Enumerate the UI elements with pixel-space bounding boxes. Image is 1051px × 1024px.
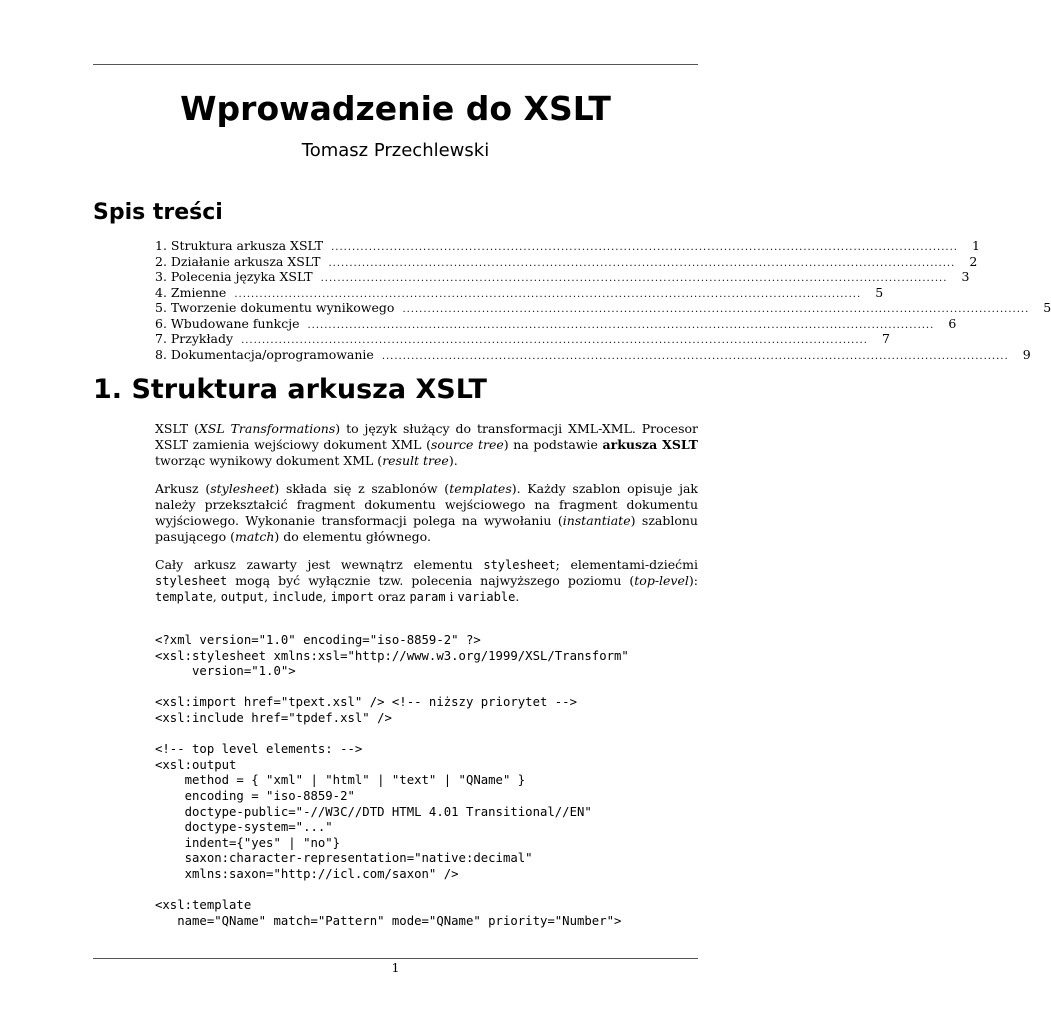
toc-item-page: 7 (881, 331, 890, 346)
toc-leader: ...................................................................................................................................................... (402, 304, 1030, 315)
toc-item-page: 2 (969, 253, 978, 269)
toc-item-label: 8. Dokumentacja/oprogramowanie (155, 346, 374, 362)
toc-leader: ...................................................................................................................................................... (241, 335, 868, 346)
toc-item-label: 7. Przykłady (155, 331, 234, 346)
toc-item-page: 6 (948, 315, 957, 331)
page-number: 1 (391, 960, 400, 975)
toc-leader: ...................................................................................................................................................... (320, 273, 948, 284)
toc-leader: ...................................................................................................................................................... (381, 350, 1009, 362)
paragraph: Arkusz (stylesheet) składa się z szablonów (templates). Każdy szablon opisuje jak należy przekształcić fragment dokumentu wejściowego na fragment dokumentu wyjściowego. Wykonanie transformacji polega na wywołaniu (instantiate) szablonu pasującego (match) do elementu głównego. (155, 481, 698, 544)
section-heading: 1. Struktura arkusza XSLT (93, 374, 487, 405)
toc-item[interactable] (155, 331, 890, 347)
paragraph: Cały arkusz zawarty jest wewnątrz elementu stylesheet; elementami-dziećmi stylesheet mogą być wyłącznie tzw. polecenia najwyższego poziomu (top-level): template, output, include, import oraz param i variable. (155, 557, 698, 604)
code-listing: <?xml version="1.0" encoding="iso-8859-2" ?> <xsl:stylesheet xmlns:xsl="http://www.w3.org/1999/XSL/Transform" version="1.0"> <xsl:import href="tpext.xsl" /> <!-- niższy priorytet --> <xsl:include href="tpdef.xsl" /> <!-- top level elements: --> <xsl:output method = { "xml" | "html" | "text" | "QName" } encoding = "iso-8859-2" doctype-public="-//W3C//DTD HTML 4.01 Transitional//EN" doctype-system="..." indent={"yes" | "no"} saxon:character-representation="native:decimal" xmlns:saxon="http://icl.com/saxon" /> <xsl:template name="QName" match="Pattern" mode="QName" priority="Number"> (155, 633, 629, 928)
toc-item-label: 4. Zmienne (155, 284, 227, 300)
toc-item-label: 5. Tworzenie dokumentu wynikowego (155, 300, 395, 315)
toc-item-label: 3. Polecenia języka XSLT (155, 269, 313, 284)
toc-item-page: 5 (875, 284, 884, 300)
paragraph: XSLT (XSL Transformations) to język służący do transformacji XML-XML. Procesor XSLT zamienia wejściowy dokument XML (source tree) na podstawie arkusza XSLT tworząc wynikowy dokument XML (result tree). (155, 421, 698, 468)
toc-item-label: 6. Wbudowane funkcje (155, 315, 300, 331)
document-author: Tomasz Przechlewski (301, 140, 490, 161)
document-title: Wprowadzenie do XSLT (180, 89, 611, 128)
toc-item-page: 9 (1022, 346, 1031, 362)
toc-item-label: 1. Struktura arkusza XSLT (155, 238, 324, 253)
toc-item-page: 5 (1043, 300, 1051, 315)
toc-item-page: 1 (971, 238, 980, 253)
table-of-contents (155, 238, 1051, 362)
toc-item[interactable] (155, 238, 980, 254)
toc-leader: ...................................................................................................................................................... (331, 242, 958, 253)
toc-item[interactable] (155, 300, 1051, 316)
header-rule (93, 64, 698, 65)
toc-item[interactable] (155, 253, 978, 270)
toc-item[interactable] (155, 269, 970, 285)
toc-item[interactable] (155, 284, 884, 301)
toc-heading: Spis treści (93, 200, 223, 225)
toc-leader: ...................................................................................................................................................... (234, 288, 862, 300)
footer-rule (93, 958, 698, 959)
toc-item-page: 3 (961, 269, 970, 284)
toc-leader: ...................................................................................................................................................... (307, 319, 935, 331)
toc-leader: ...................................................................................................................................................... (328, 257, 956, 269)
toc-item-label: 2. Działanie arkusza XSLT (155, 253, 321, 269)
toc-item[interactable] (155, 346, 1031, 363)
toc-item[interactable] (155, 315, 957, 332)
